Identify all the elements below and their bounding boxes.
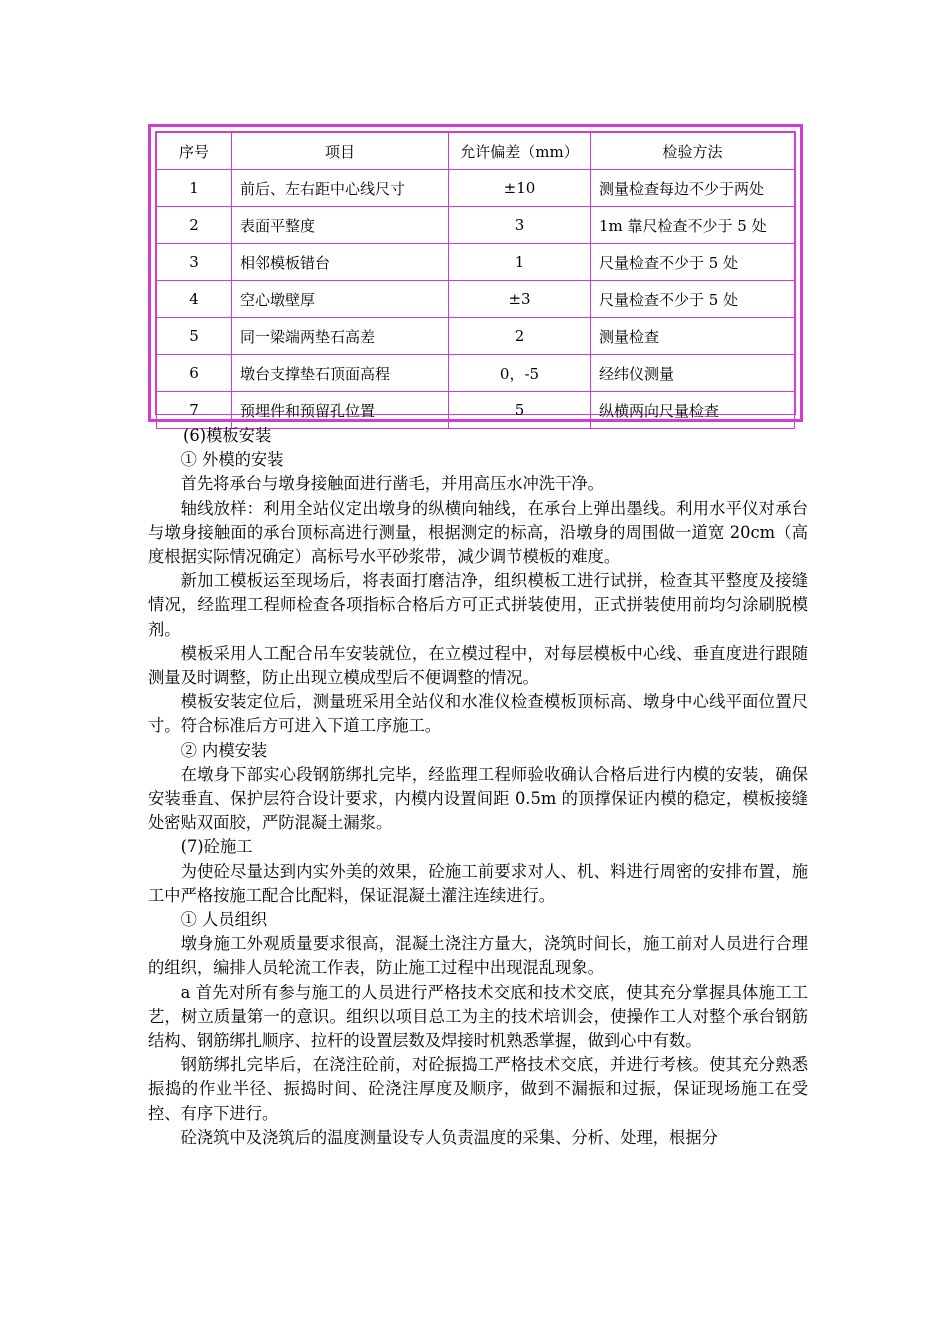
section-heading-concrete: (7)砼施工 [180, 837, 253, 857]
cell-method: 1m 靠尺检查不少于 5 处 [591, 207, 795, 244]
cell-index: 4 [157, 281, 232, 318]
subheading-personnel: ① 人员组织 [180, 910, 268, 930]
cell-index: 3 [157, 244, 232, 281]
paragraph: 轴线放样：利用全站仪定出墩身的纵横向轴线，在承台上弹出墨线。利用水平仪对承台与墩身接触面的承台顶标高进行测量，根据测定的标高，沿墩身的周围做一道宽 20cm（高度根据实际情况确定）高标号水平砂浆带，减少调节模板的难度。 [148, 498, 808, 567]
table-header-row [157, 133, 795, 170]
cell-method: 尺量检查不少于 5 处 [591, 281, 795, 318]
cell-item: 前后、左右距中心线尺寸 [232, 170, 449, 207]
body-text [148, 424, 808, 1150]
cell-index: 2 [157, 207, 232, 244]
paragraph: 在墩身下部实心段钢筋绑扎完毕，经监理工程师验收确认合格后进行内模的安装，确保安装垂直、保护层符合设计要求，内模内设置间距 0.5m 的顶撑保证内模的稳定，模板接缝处密贴双面胶，严防混凝土漏浆。 [148, 764, 808, 833]
cell-method: 纵横两向尺量检查 [591, 392, 795, 429]
paragraph: 钢筋绑扎完毕后，在浇注砼前，对砼振捣工严格技术交底，并进行考核。使其充分熟悉振捣的作业半径、振捣时间、砼浇注厚度及顺序，做到不漏振和过振，保证现场施工在受控、有序下进行。 [148, 1055, 808, 1123]
cell-tolerance: 1 [449, 244, 591, 281]
cell-item: 表面平整度 [232, 207, 449, 244]
cell-tolerance: 0，-5 [449, 355, 591, 392]
table-row [157, 281, 795, 318]
cell-index: 1 [157, 170, 232, 207]
cell-method: 测量检查 [591, 318, 795, 355]
table-row [157, 207, 795, 244]
subheading-inner-form: ② 内模安装 [180, 740, 268, 760]
cell-index: 6 [157, 355, 232, 392]
table-row [157, 392, 795, 429]
paragraph: 模板采用人工配合吊车安装就位，在立模过程中，对每层模板中心线、垂直度进行跟随测量及时调整，防止出现立模成型后不便调整的情况。 [148, 643, 808, 688]
cell-tolerance: 5 [449, 392, 591, 429]
cell-tolerance: ±10 [449, 170, 591, 207]
table-row [157, 170, 795, 207]
cell-index: 5 [157, 318, 232, 355]
section-heading-formwork: (6)模板安装 [183, 426, 272, 445]
cell-item: 墩台支撑垫石顶面高程 [232, 355, 449, 392]
cell-method: 测量检查每边不少于两处 [591, 170, 795, 207]
tolerance-table-inner-border [155, 131, 796, 420]
table-row [157, 244, 795, 281]
header-tolerance: 允许偏差（mm） [449, 133, 591, 170]
header-method: 检验方法 [591, 133, 795, 170]
cell-item: 空心墩壁厚 [232, 281, 449, 318]
cell-item: 相邻模板错台 [232, 244, 449, 281]
paragraph: 墩身施工外观质量要求很高，混凝土浇注方量大，浇筑时间长，施工前对人员进行合理的组织，编排人员轮流工作表，防止施工过程中出现混乱现象。 [148, 934, 808, 978]
paragraph: 首先将承台与墩身接触面进行凿毛，并用高压水冲洗干净。 [180, 474, 604, 494]
table-row [157, 318, 795, 355]
cell-item: 预埋件和预留孔位置 [232, 392, 449, 429]
cell-item: 同一梁端两垫石高差 [232, 318, 449, 355]
paragraph: 砼浇筑中及浇筑后的温度测量设专人负责温度的采集、分析、处理，根据分 [180, 1127, 718, 1147]
tolerance-table-frame [148, 124, 803, 422]
cell-method: 尺量检查不少于 5 处 [591, 244, 795, 281]
table-row [157, 355, 795, 392]
cell-tolerance: ±3 [449, 281, 591, 318]
cell-index: 7 [157, 392, 232, 429]
paragraph: 模板安装定位后，测量班采用全站仪和水准仪检查模板顶标高、墩身中心线平面位置尺寸。符合标准后方可进入下道工序施工。 [148, 692, 808, 736]
header-index: 序号 [157, 133, 232, 170]
tolerance-table [156, 132, 795, 429]
paragraph: 为使砼尽量达到内实外美的效果，砼施工前要求对人、机、料进行周密的安排布置，施工中严格按施工配合比配料，保证混凝土灌注连续进行。 [148, 861, 808, 905]
cell-tolerance: 3 [449, 207, 591, 244]
paragraph: a 首先对所有参与施工的人员进行严格技术交底和技术交底，使其充分掌握具体施工工艺，树立质量第一的意识。组织以项目总工为主的技术培训会，使操作工人对整个承台钢筋结构、钢筋绑扎顺序、拉杆的设置层数及焊接时机熟悉掌握，做到心中有数。 [148, 982, 808, 1051]
paragraph: 新加工模板运至现场后，将表面打磨洁净，组织模板工进行试拼，检查其平整度及接缝情况，经监理工程师检查各项指标合格后方可正式拼装使用，正式拼装使用前均匀涂刷脱模剂。 [148, 571, 808, 639]
header-item: 项目 [232, 133, 449, 170]
subheading-outer-form: ① 外模的安装 [180, 450, 284, 470]
cell-method: 经纬仪测量 [591, 355, 795, 392]
cell-tolerance: 2 [449, 318, 591, 355]
